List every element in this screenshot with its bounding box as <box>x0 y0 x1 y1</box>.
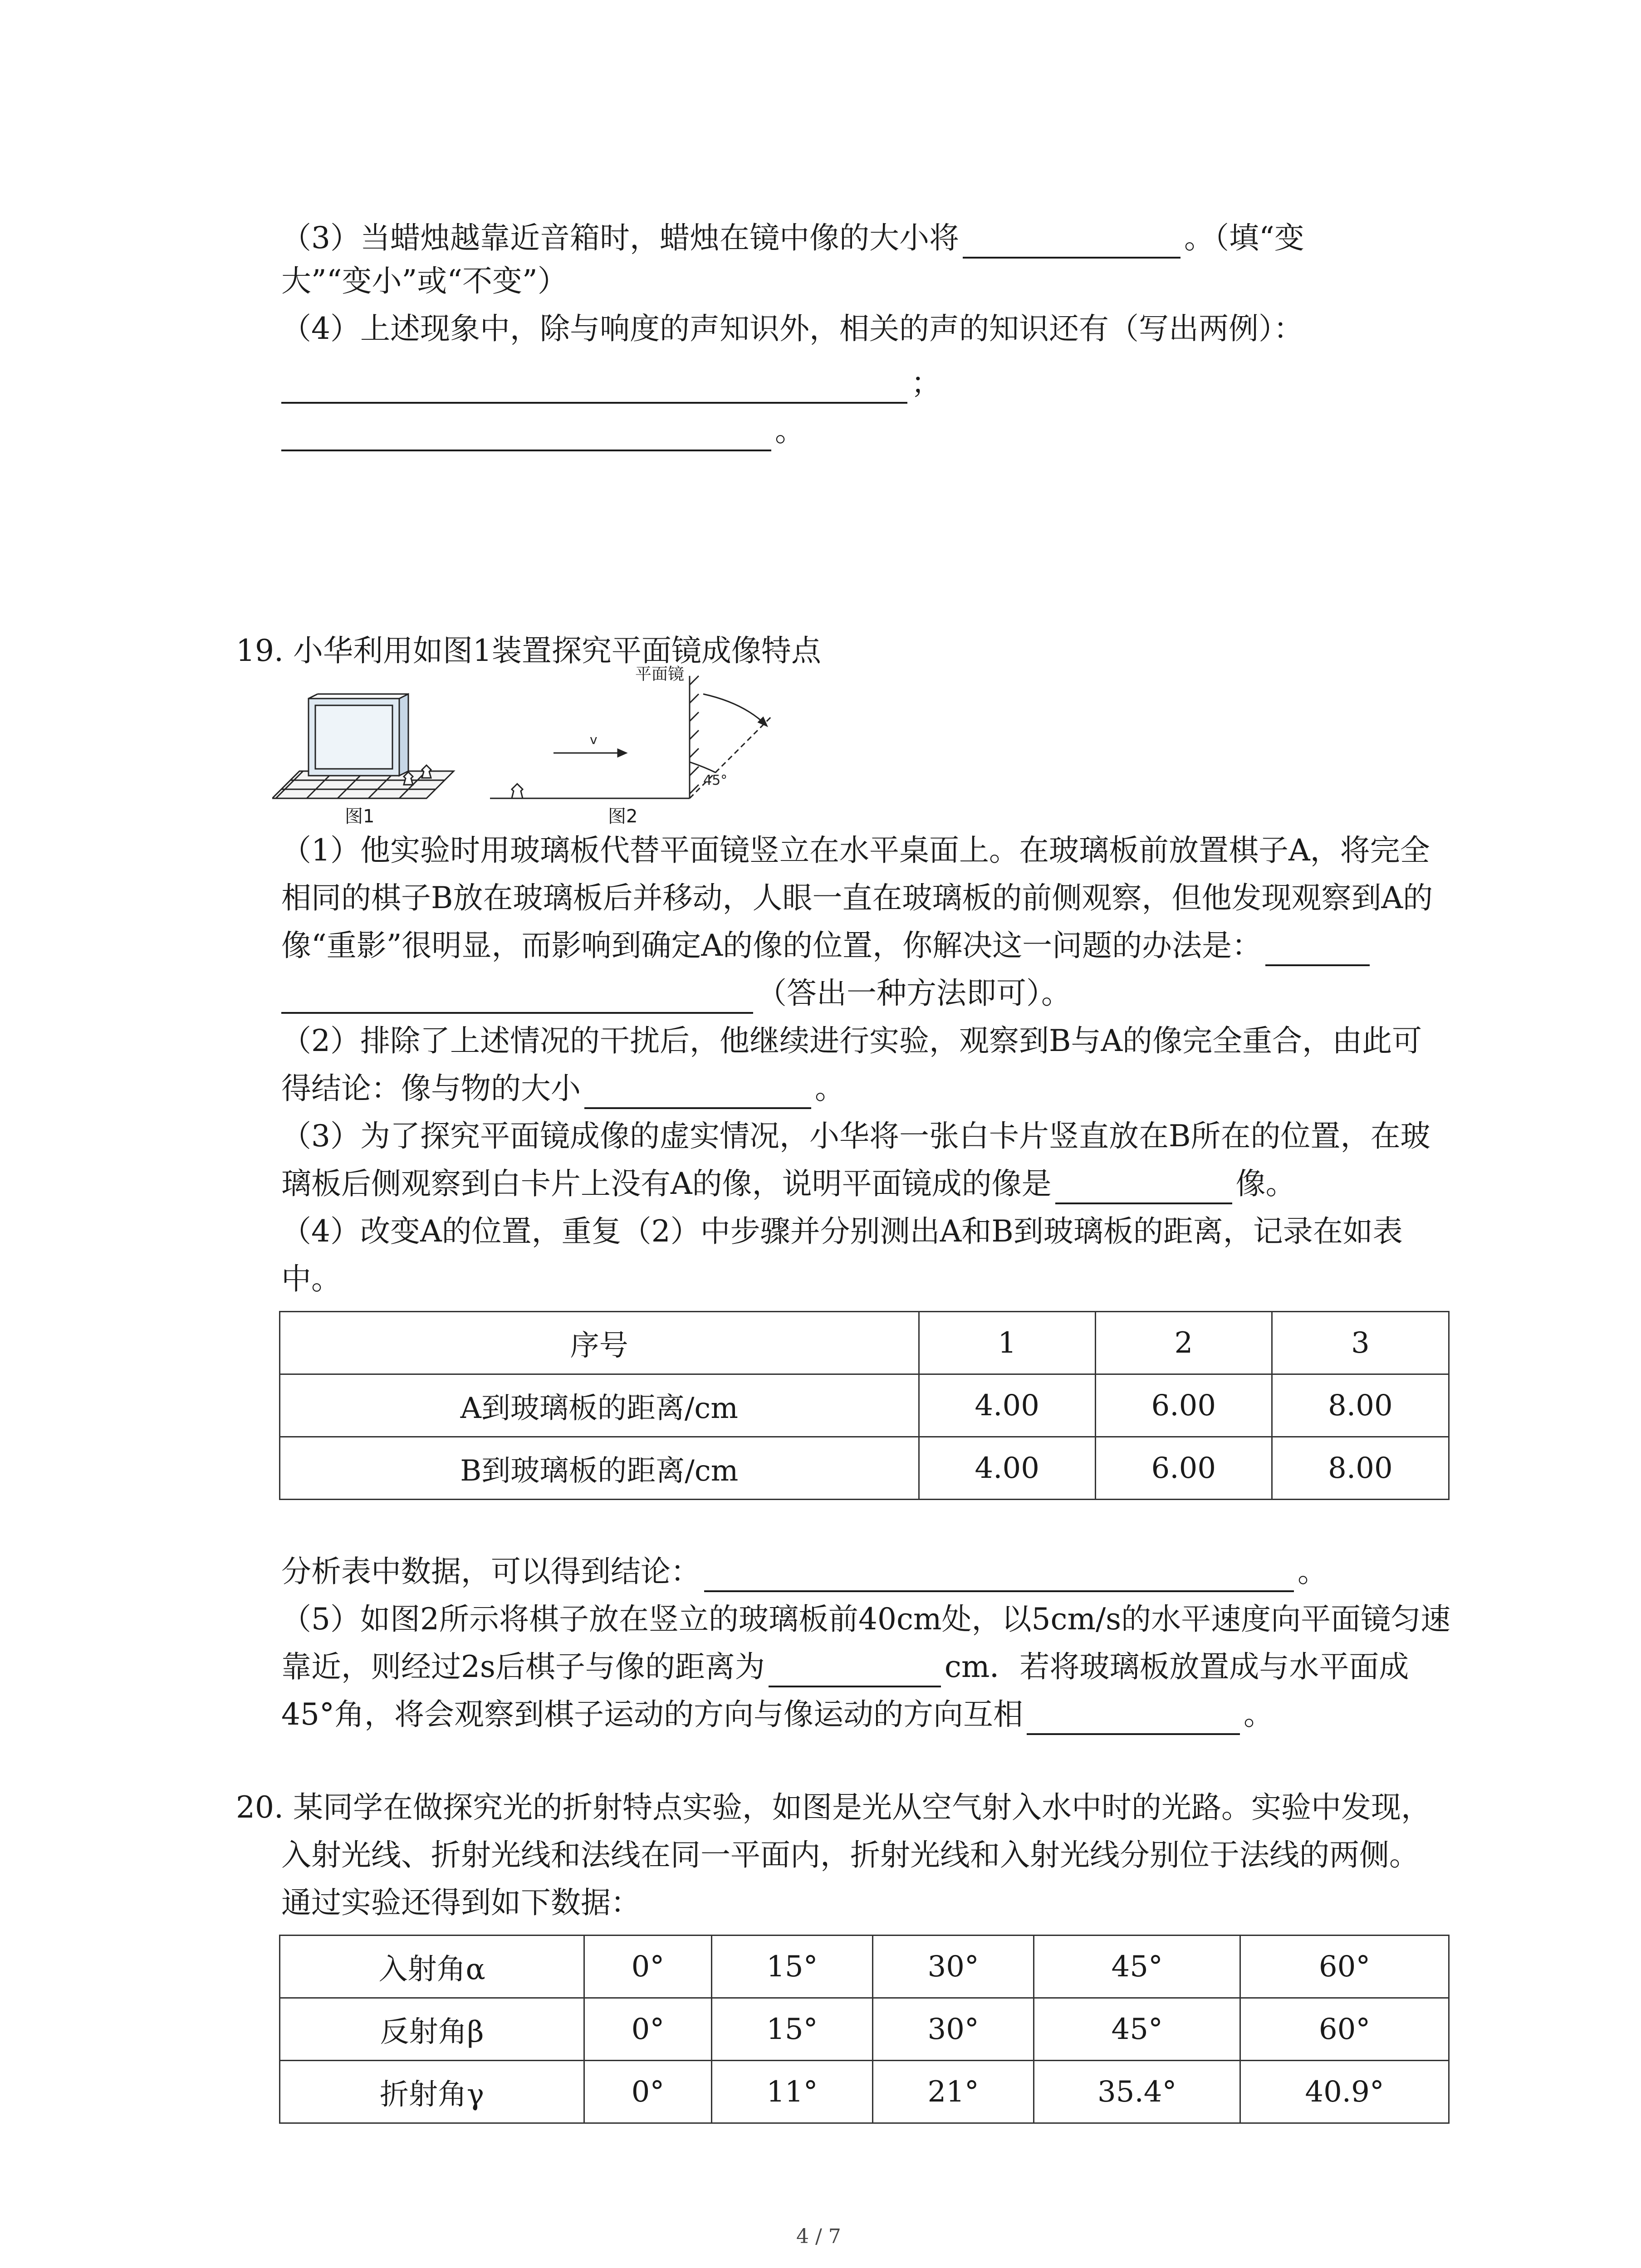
table-row <box>280 1936 1449 1998</box>
answer-blank[interactable] <box>1027 1701 1240 1735</box>
q20-angle-table <box>279 1935 1450 2124</box>
q19-distance-table <box>279 1311 1450 1500</box>
table-cell: 反射角β <box>280 1998 584 2061</box>
table-cell: 21° <box>873 2061 1034 2123</box>
q19-part4-line1: （4）改变A的位置，重复（2）中步骤并分别测出A和B到玻璃板的距离，记录在如表 <box>281 1214 1403 1249</box>
semicolon: ； <box>911 366 941 401</box>
table-cell: 0° <box>584 1936 712 1998</box>
q19-part5-line1: （5）如图2所示将棋子放在竖立的玻璃板前40cm处，以5cm/s的水平速度向平面镜匀速 <box>281 1602 1451 1637</box>
q20-line3: 通过实验还得到如下数据： <box>281 1885 641 1920</box>
table-cell: 3 <box>1272 1312 1449 1374</box>
q19-part1-line2: 相同的棋子B放在玻璃板后并移动，人眼一直在玻璃板的前侧观察，但他发现观察到A的 <box>281 880 1433 915</box>
figure-1-apparatus <box>272 680 463 812</box>
velocity-label: v <box>590 732 598 747</box>
table-cell: 35.4° <box>1034 2061 1240 2123</box>
q18-answer-line-2 <box>281 411 805 451</box>
table-header-row <box>280 1312 1449 1374</box>
q19-part3-line2-text: 璃板后侧观察到白卡片上没有A的像，说明平面镜成的像是 <box>281 1166 1052 1201</box>
answer-blank[interactable] <box>704 1559 1294 1592</box>
answer-blank[interactable] <box>1265 933 1370 966</box>
answer-blank[interactable] <box>769 1654 941 1687</box>
table-cell: 40.9° <box>1240 2061 1449 2123</box>
table-cell: 1 <box>919 1312 1095 1374</box>
table-row <box>280 1437 1449 1500</box>
answer-blank[interactable] <box>963 225 1181 259</box>
q20-line1: 20. 某同学在做探究光的折射特点实验，如图是光从空气射入水中时的光路。实验中发现， <box>236 1790 1431 1825</box>
q19-part1-line1: （1）他实验时用玻璃板代替平面镜竖立在水平桌面上。在玻璃板前放置棋子A，将完全 <box>281 833 1430 868</box>
table-cell: 0° <box>584 2061 712 2123</box>
table-cell: 折射角γ <box>280 2061 584 2123</box>
table-cell: 60° <box>1240 1936 1449 1998</box>
table-cell: 30° <box>873 1936 1034 1998</box>
table-cell: 序号 <box>280 1312 919 1374</box>
q19-part3-line2-end: 像。 <box>1235 1166 1296 1201</box>
table-cell: 8.00 <box>1272 1374 1449 1437</box>
period: 。 <box>775 413 805 448</box>
period: 。 <box>1243 1697 1274 1732</box>
table-cell: 60° <box>1240 1998 1449 2061</box>
page-number: 4 / 7 <box>796 2225 841 2248</box>
table-cell: 6.00 <box>1095 1437 1272 1500</box>
table-cell: 2 <box>1095 1312 1272 1374</box>
q19-analysis-line <box>281 1551 1327 1592</box>
table-cell: 15° <box>711 1998 872 2061</box>
table-cell: 4.00 <box>919 1374 1095 1437</box>
mirror-label: 平面镜 <box>635 665 685 684</box>
period: 。 <box>1298 1554 1327 1589</box>
table-cell: 15° <box>711 1936 872 1998</box>
q19-part5-line2 <box>281 1647 1409 1687</box>
q18-part3-line1 <box>281 218 1304 259</box>
table-cell: 45° <box>1034 1936 1240 1998</box>
figure-1-caption: 图1 <box>345 806 375 827</box>
table-row <box>280 2061 1449 2123</box>
table-cell: A到玻璃板的距离/cm <box>280 1374 919 1437</box>
q19-part1-line4 <box>281 973 1071 1014</box>
q18-answer-line-1 <box>281 363 941 404</box>
q18-part4-line: （4）上述现象中，除与响度的声知识外，相关的声的知识还有（写出两例）： <box>281 311 1303 346</box>
q19-part5-line3-text: 45°角，将会观察到棋子运动的方向与像运动的方向互相 <box>281 1697 1023 1732</box>
q19-part2-line2 <box>281 1068 845 1109</box>
angle-label: 45° <box>703 772 728 788</box>
q19-part4-line2: 中。 <box>281 1261 341 1296</box>
q19-part1-line3 <box>281 925 1373 966</box>
table-row <box>280 1998 1449 2061</box>
answer-blank[interactable] <box>281 980 753 1014</box>
q19-part5-line2-end: cm．若将玻璃板放置成与水平面成 <box>944 1649 1409 1684</box>
q19-part2-line2-text: 得结论：像与物的大小 <box>281 1071 581 1106</box>
table-cell: 45° <box>1034 1998 1240 2061</box>
table-cell: B到玻璃板的距离/cm <box>280 1437 919 1500</box>
q19-part5-line3 <box>281 1694 1274 1735</box>
table-cell: 入射角α <box>280 1936 584 1998</box>
figure-2-caption: 图2 <box>608 806 638 827</box>
q18-part3-line2: 大”“变小”或“不变”） <box>281 264 568 298</box>
q19-part1-line4-text: （答出一种方法即可）。 <box>757 976 1071 1011</box>
q19-part3-line2 <box>281 1163 1296 1204</box>
q19-title: 19. 小华利用如图1装置探究平面镜成像特点 <box>236 633 821 668</box>
answer-blank[interactable] <box>584 1075 811 1109</box>
answer-blank[interactable] <box>281 418 771 451</box>
table-cell: 30° <box>873 1998 1034 2061</box>
table-cell: 4.00 <box>919 1437 1095 1500</box>
table-cell: 11° <box>711 2061 872 2123</box>
q19-part3-line1: （3）为了探究平面镜成像的虚实情况，小华将一张白卡片竖直放在B所在的位置，在玻 <box>281 1119 1430 1154</box>
table-cell: 8.00 <box>1272 1437 1449 1500</box>
q20-line2: 入射光线、折射光线和法线在同一平面内，折射光线和入射光线分别位于法线的两侧。 <box>281 1838 1419 1872</box>
q19-part1-line3-text: 像“重影”很明显，而影响到确定A的像的位置，你解决这一问题的办法是： <box>281 928 1262 963</box>
table-cell: 6.00 <box>1095 1374 1272 1437</box>
q19-analysis-text: 分析表中数据，可以得到结论： <box>281 1554 700 1589</box>
answer-blank[interactable] <box>1055 1171 1232 1204</box>
period: 。 <box>815 1071 845 1106</box>
answer-blank[interactable] <box>281 370 907 404</box>
q18-part3-text: （3）当蜡烛越靠近音箱时，蜡烛在镜中像的大小将 <box>281 220 959 255</box>
q19-part5-line2-text: 靠近，则经过2s后棋子与像的距离为 <box>281 1649 765 1684</box>
table-row <box>280 1374 1449 1437</box>
q18-part3-text-end: 。（填“变 <box>1184 220 1304 255</box>
q19-part2-line1: （2）排除了上述情况的干扰后，他继续进行实验，观察到B与A的像完全重合，由此可 <box>281 1023 1422 1058</box>
table-cell: 0° <box>584 1998 712 2061</box>
figure-2-mirror <box>490 662 771 812</box>
